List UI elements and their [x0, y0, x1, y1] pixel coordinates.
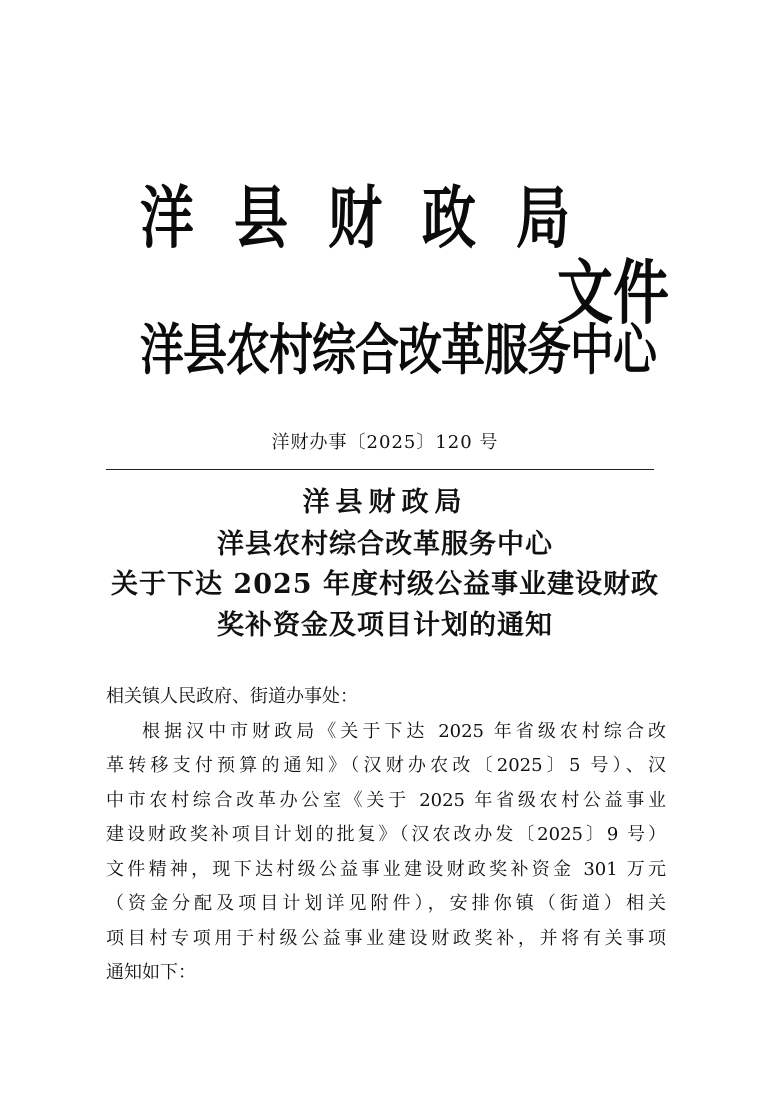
body-line: 中市农村综合改革办公室《关于 2025 年省级农村公益事业: [106, 789, 666, 811]
body-line: 革转移支付预算的通知》（汉财办农改〔2025〕5 号）、汉: [106, 755, 666, 776]
body-line: 建设财政奖补项目计划的批复》（汉农改办发〔2025〕9 号）: [106, 824, 666, 845]
body-line: 通知如下：: [106, 962, 196, 983]
title-line-1: 洋县财政局: [302, 487, 468, 518]
issuer-document-suffix: 文件: [557, 253, 669, 335]
issuer-line-reform-center: 洋县农村综合改革服务中心: [140, 318, 656, 383]
salutation: 相关镇人民政府、街道办事处：: [106, 686, 358, 707]
title-line-3: 关于下达 2025 年度村级公益事业建设财政: [111, 569, 659, 600]
body-line: 项目村专项用于村级公益事业建设财政奖补，并将有关事项: [106, 927, 666, 949]
title-line-2: 洋县农村综合改革服务中心: [217, 529, 553, 560]
document-number: 洋财办事〔2025〕120 号: [271, 432, 499, 453]
body-line: 根据汉中市财政局《关于下达 2025 年省级农村综合改: [142, 720, 666, 742]
body-text: [106, 680, 666, 991]
title-line-4: 奖补资金及项目计划的通知: [217, 610, 553, 641]
header-divider: [106, 469, 654, 470]
body-line: 文件精神，现下达村级公益事业建设财政奖补资金 301 万元: [106, 858, 666, 880]
body-line: （资金分配及项目计划详见附件），安排你镇（街道）相关: [106, 893, 666, 914]
issuer-line-finance-bureau: 洋县财政局: [140, 178, 610, 258]
